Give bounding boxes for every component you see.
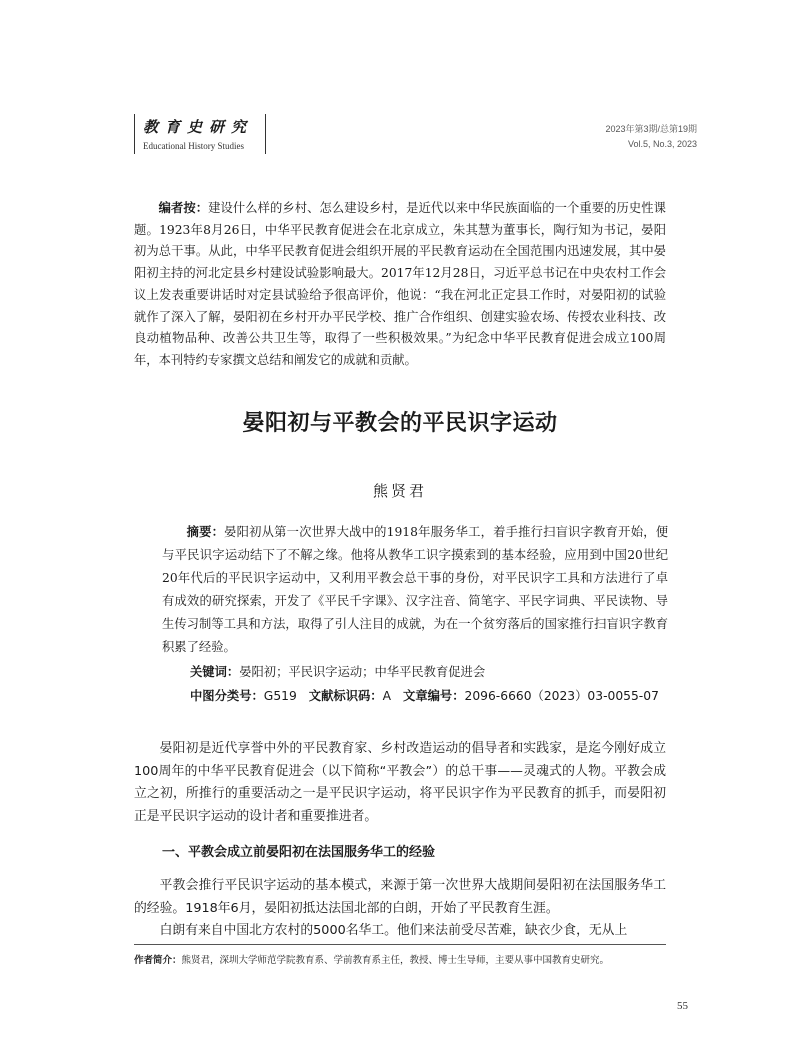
keywords — [190, 662, 485, 680]
article-no-label: 文章编号： — [403, 689, 465, 703]
footnote-divider — [134, 944, 666, 945]
abstract — [162, 521, 668, 659]
journal-masthead — [134, 114, 266, 154]
journal-title-en: Educational History Studies — [143, 141, 244, 151]
footnote-label: 作者简介： — [134, 955, 182, 966]
issue-line-cn: 2023年第3期/总第19期 — [605, 124, 697, 134]
editor-note — [134, 198, 666, 372]
issue-info — [605, 122, 697, 152]
journal-title-cn: 教育史研究 — [143, 118, 254, 136]
section1-body — [134, 875, 666, 943]
section-heading: 一、平教会成立前晏阳初在法国服务华工的经验 — [162, 845, 436, 860]
keywords-label: 关键词： — [190, 665, 240, 679]
section1-paragraph-1: 平教会推行平民识字运动的基本模式，来源于第一次世界大战期间晏阳初在法国服务华工的经验。1918年6月，晏阳初抵达法国北部的白朗，开始了平民教育生涯。 — [134, 878, 666, 916]
issue-line-en: Vol.5, No.3, 2023 — [627, 139, 697, 149]
classification-line — [190, 686, 659, 704]
abstract-text: 晏阳初从第一次世界大战中的1918年服务华工，着手推行扫盲识字教育开始，便与平民识字运动结下了不解之缘。他将从教华工识字摸索到的基本经验，应用到中国20世纪20年代后的平民识字运动中，又利用平教会总干事的身份，对平民识字工具和方法进行了卓有成效的研究探索，开发了《平民千字课》、汉字注音、简笔字、平民字词典、平民读物、导生传习制等工具和方法，取得了引人注目的成就，为在一个贫穷落后的国家推行扫盲识字教育积累了经验。 — [162, 525, 668, 654]
article-no-value: 2096-6660（2023）03-0055-07 — [464, 689, 659, 703]
article-author: 熊贤君 — [372, 482, 427, 500]
editor-note-text: 建设什么样的乡村、怎么建设乡村，是近代以来中华民族面临的一个重要的历史性课题。1923年8月26日，中华平民教育促进会在北京成立，朱其慧为董事长，陶行知为书记，晏阳初为总干事。从此，中华平民教育促进会组织开展的平民教育运动在全国范围内迅速发展，其中晏阳初主持的河北定县乡村建设试验影响最大。2017年12月28日，习近平总书记在中央农村工作会议上发表重要讲话时对定县试验给予很高评价，他说：“我在河北正定县工作时，对晏阳初的试验就作了深入了解，晏阳初在乡村开办平民学校、推广合作组织、创建实验农场、传授农业科技、改良动植物品种、改善公共卫生等，取得了一些积极效果。”为纪念中华平民教育促进会成立100周年，本刊特约专家撰文总结和阐发它的成就和贡献。 — [134, 201, 666, 367]
article-title: 晏阳初与平教会的平民识字运动 — [242, 411, 558, 436]
doc-code-value: A — [382, 689, 392, 703]
keywords-text: 晏阳初；平民识字运动；中华平民教育促进会 — [239, 665, 486, 679]
page-number: 55 — [677, 1000, 688, 1012]
intro-paragraph: 晏阳初是近代享誉中外的平民教育家、乡村改造运动的倡导者和实践家，是迄今刚好成立100周年的中华平民教育促进会（以下简称“平教会”）的总干事——灵魂式的人物。平教会成立之初，所推行的重要活动之一是平民识字运动，将平民识字作为平民教育的抓手，而晏阳初正是平民识字运动的设计者和重要推进者。 — [134, 741, 666, 824]
doc-code-label: 文献标识码： — [308, 689, 383, 703]
clc-label: 中图分类号： — [190, 689, 264, 703]
abstract-label: 摘要： — [186, 525, 225, 539]
section1-paragraph-2: 白朗有来自中国北方农村的5000名华工。他们来法前受尽苦难，缺衣少食，无从上 — [159, 923, 628, 938]
editor-note-label: 编者按： — [158, 201, 209, 215]
footnote-text: 熊贤君，深圳大学师范学院教育系、学前教育系主任，教授、博士生导师，主要从事中国教育史研究。 — [181, 955, 610, 966]
author-footnote — [134, 952, 674, 966]
clc-value: G519 — [263, 689, 297, 703]
intro-paragraph-block — [134, 738, 666, 828]
